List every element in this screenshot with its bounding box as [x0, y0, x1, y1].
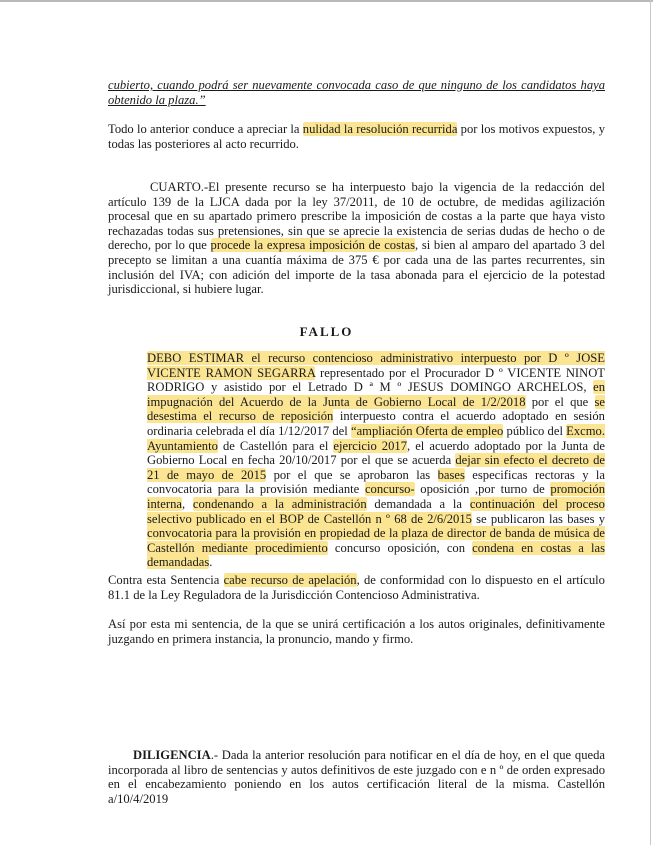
- highlight-promocion: promoción interna: [147, 482, 605, 511]
- apelacion-paragraph: [108, 573, 605, 602]
- fallo-heading: FALLO: [299, 324, 354, 339]
- highlight-ejercicio: ejercicio 2017: [333, 438, 407, 453]
- text-run: por el que: [525, 394, 595, 409]
- text-run: especificas rectoras y la convocatoria para la provisión mediante: [147, 467, 605, 497]
- highlight-ayuntamiento: Excmo. Ayuntamiento: [147, 423, 605, 453]
- text-run: , de conformidad con lo dispuesto en el artículo 81.1 de la Ley Reguladora de la Jurisdicción Contencioso Administrativa.: [108, 573, 605, 602]
- text-run: interpuesto contra el acuerdo adoptado en sesión ordinaria celebrada el día 1/12/2017 del: [147, 409, 605, 438]
- highlight-concurso: concurso-: [364, 482, 415, 497]
- quote-end-text: cubierto, cuando podrá ser nuevamente convocada caso de que ninguno de los candidatos haya obtenido la plaza.”: [108, 78, 605, 107]
- highlight-condenando: condenando a la administración: [192, 496, 367, 511]
- text-run: Todo lo anterior conduce a apreciar la: [108, 122, 303, 136]
- text-run: , si bien al amparo del apartado 3 del precepto se limitan a una cuantía máxima de 375 € por cada una de las partes recurrentes, sin inclusión del IVA; con adición del importe de la tasa abonada para el ejercicio de la potestad jurisdiccional, si hubiere lugar.: [108, 238, 605, 297]
- fallo-paragraph: [147, 351, 605, 570]
- text-run: se publicaron las bases y: [471, 511, 605, 526]
- text-run: Contra esta Sentencia: [108, 573, 224, 587]
- highlight-impugnacion: en impugnación del Acuerdo de la Junta de Gobierno Local de 1/2/2018: [147, 380, 605, 409]
- text-run: oposición ,por turno de: [414, 482, 551, 497]
- text-run: demandada a la: [366, 496, 470, 511]
- highlight-continuacion: continuación del proceso selectivo publicado en el BOP de Castellón n º 68 de 2/6/2015: [147, 496, 605, 526]
- diligencia-paragraph: [108, 748, 605, 806]
- highlight-desestima: se desestima el recurso de reposición: [147, 394, 605, 424]
- text-run: por el que se aprobaron las: [266, 467, 438, 482]
- diligencia-text: .- Dada la anterior resolución para notificar en el día de hoy, en el que queda incorporada al libro de sentencias y autos definitivos de este juzgado con e n º de orden expresado en el encabezamiento poniendo en los autos certificación literal de la misma. Castellón a/10/4/2019: [108, 748, 605, 806]
- highlight-nulidad: nulidad la resolución recurrida: [302, 122, 458, 136]
- highlight-decreto: dejar sin efecto el decreto de 21 de mayo de 2015: [147, 453, 605, 482]
- firma-text: Así por esta mi sentencia, de la que se unirá certificación a los autos originales, definitivamente juzgando en primera instancia, la pronuncio, mando y firmo.: [108, 617, 605, 646]
- highlight-ampliacion: “ampliación Oferta de empleo: [350, 423, 504, 438]
- firma-paragraph: [108, 617, 605, 646]
- highlight-costas: procede la expresa imposición de costas: [210, 238, 415, 253]
- text-run: , el acuerdo adoptado por la Junta de Gobierno Local en fecha 20/10/2017 por el que se acuerda: [147, 438, 605, 468]
- text-run: concurso oposición, con: [327, 540, 473, 555]
- highlight-estimar: DEBO ESTIMAR el recurso contencioso administrativo interpuesto por D º JOSE VICENTE RAMON SEGARRA: [147, 351, 605, 380]
- highlight-bases: bases: [437, 467, 465, 482]
- text-run: de Castellón para el: [217, 438, 334, 453]
- text-run: representado por el Procurador D º VICENTE NINOT RODRIGO y asistido por el Letrado D ª M º JESUS DOMINGO ARCHELOS,: [147, 365, 605, 395]
- quote-end: [108, 78, 605, 107]
- conclusion-paragraph: [108, 122, 605, 151]
- text-run: CUARTO.-El presente recurso se ha interpuesto bajo la vigencia de la redacción del artículo 139 de la LJCA dada por la ley 37/2011, de 10 de octubre, de medidas agilización procesal que en su apartado primero prescribe la imposición de costas a la parte que haya visto rechazadas todas sus pretensiones, sin que se aprecie la existencia de serias dudas de hecho o de derecho, por lo que: [108, 180, 605, 253]
- text-run: ,: [181, 496, 193, 511]
- cuarto-paragraph: [108, 180, 605, 297]
- highlight-convocatoria: convocatoria para la provisión en propiedad de la plaza de director de banda de música de Castellón mediante procedimiento: [147, 526, 605, 555]
- highlight-condena-costas: condena en costas a las demandadas: [147, 540, 605, 570]
- diligencia-label: DILIGENCIA: [133, 748, 211, 762]
- highlight-apelacion: cabe recurso de apelación: [223, 573, 357, 587]
- text-run: .: [209, 555, 213, 570]
- text-run: por los motivos expuestos, y todas las posteriores al acto recurrido.: [108, 122, 605, 151]
- text-run: público del: [503, 423, 567, 438]
